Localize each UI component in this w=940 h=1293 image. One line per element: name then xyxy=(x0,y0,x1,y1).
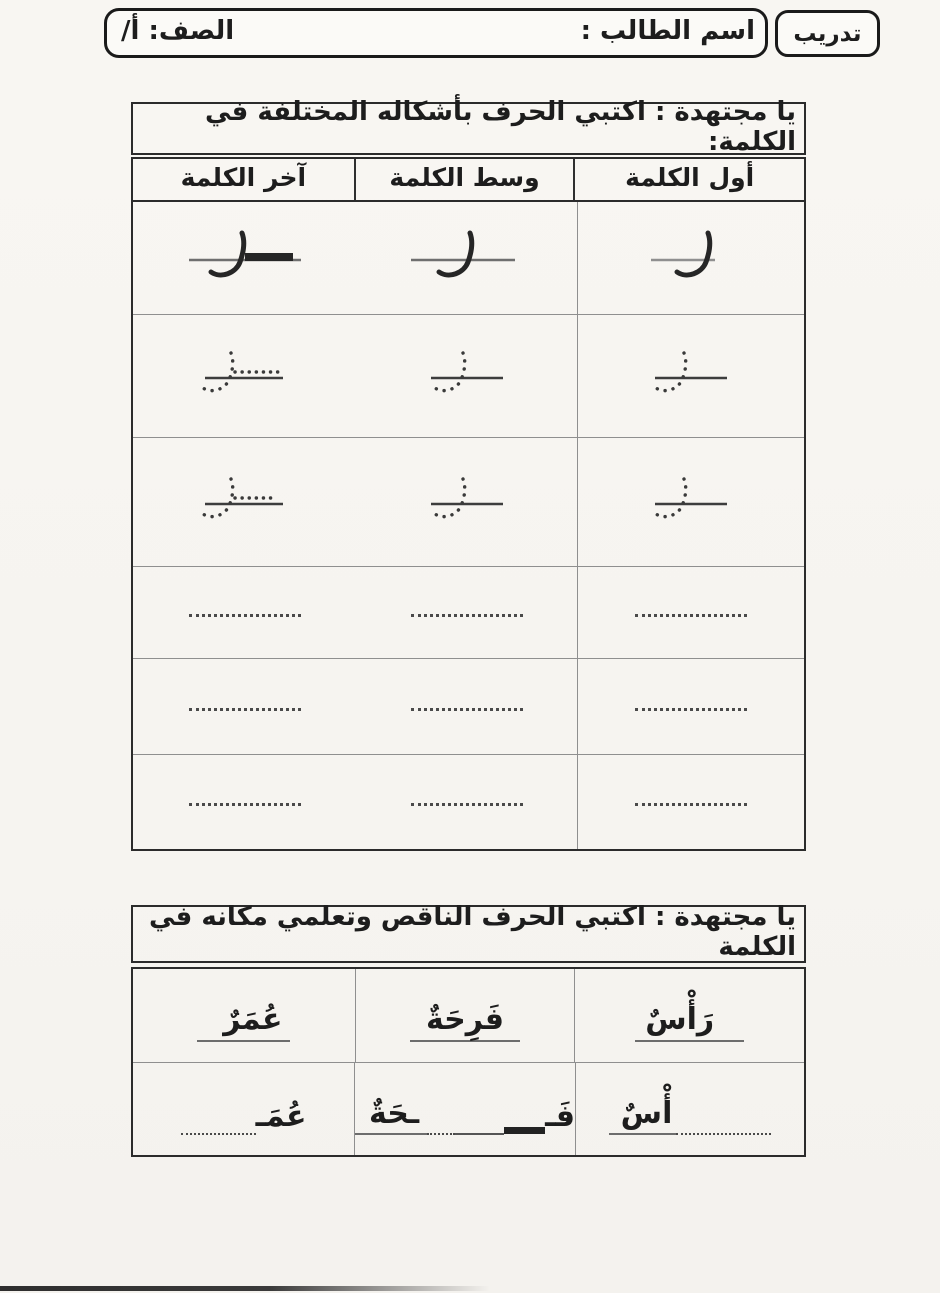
cell-final-form-solid xyxy=(133,202,357,314)
table-row-blank xyxy=(133,566,804,658)
training-badge-label: تدريب xyxy=(793,20,862,47)
cell-medial-final-dotted xyxy=(133,315,578,437)
word-middle-complete xyxy=(356,969,576,1062)
ra-medial-dotted-glyph xyxy=(397,331,537,421)
word-raas: رَأْسٌ xyxy=(635,1001,744,1042)
word-last-missing xyxy=(133,1063,355,1155)
cell-blank-medial-final xyxy=(133,567,578,658)
cell-initial-form-solid xyxy=(578,202,804,314)
table-row-blank xyxy=(133,754,804,849)
cell-medial-final-dotted xyxy=(133,438,578,565)
cell-medial-form-dotted xyxy=(357,315,578,437)
cell-blank-medial-final xyxy=(133,659,578,753)
ra-medial-dotted-glyph xyxy=(397,457,537,547)
cell-initial-form-dotted xyxy=(578,438,804,565)
header-word-end: آخر الكلمة xyxy=(133,159,356,200)
blank-writing-line[interactable] xyxy=(189,614,301,617)
blank-writing-line[interactable] xyxy=(411,708,523,711)
class-label: الصف: أ/ xyxy=(121,16,235,46)
word-fariha: فَرِحَةٌ xyxy=(410,1001,520,1042)
cell-blank-final xyxy=(133,567,357,658)
word-first-missing xyxy=(576,1063,804,1155)
training-badge xyxy=(775,10,880,57)
ra-initial-dotted-glyph xyxy=(621,331,761,421)
cell-blank-medial xyxy=(357,567,578,658)
missing-letter-table xyxy=(131,967,806,1157)
cell-blank-initial xyxy=(578,567,804,658)
word-fariha-start: فَـ xyxy=(545,1098,576,1134)
blank-writing-line[interactable] xyxy=(189,708,301,711)
cell-initial-form-dotted xyxy=(578,315,804,437)
ra-final-solid-glyph xyxy=(175,213,315,303)
table-row-dotted-forms xyxy=(133,314,804,437)
cell-final-form-dotted xyxy=(133,315,357,437)
cell-blank-medial xyxy=(357,659,578,753)
cell-final-form-dotted xyxy=(133,438,357,565)
cell-medial-form-dotted xyxy=(357,438,578,565)
student-name-box xyxy=(104,8,768,58)
section1-title-box xyxy=(131,96,806,157)
blank-writing-line[interactable] xyxy=(411,803,523,806)
ra-initial-solid-glyph xyxy=(621,213,761,303)
blank-writing-line[interactable] xyxy=(411,614,523,617)
table-row-missing-letter xyxy=(133,1062,804,1155)
table-row-complete-words xyxy=(133,969,804,1062)
table-row-dotted-forms xyxy=(133,437,804,565)
word-last-complete xyxy=(133,969,356,1062)
section1-title: يا مجتهدة : اكتبي الحرف بأشكاله المختلفة في الكلمة: xyxy=(204,96,796,157)
word-omar-start: عُمَـ xyxy=(255,1098,307,1134)
letter-forms-table-header xyxy=(133,159,804,202)
word-raas-rest: أْسٌ xyxy=(609,1095,677,1136)
table-row-blank xyxy=(133,658,804,753)
cell-blank-final xyxy=(133,659,357,753)
cell-medial-form-solid xyxy=(357,202,578,314)
section2-title-box xyxy=(131,902,806,963)
word-fariha-rest: ـحَةٌ xyxy=(355,1095,427,1136)
student-name-label: اسم الطالب : xyxy=(580,16,755,46)
missing-letter-slot[interactable] xyxy=(676,1133,771,1135)
cell-blank-final xyxy=(133,755,357,849)
header-word-beginning: أول الكلمة xyxy=(625,162,755,192)
blank-writing-line[interactable] xyxy=(635,803,747,806)
word-omar: عُمَرٌ xyxy=(197,1001,290,1042)
missing-letter-slot[interactable] xyxy=(427,1133,455,1135)
blank-writing-line[interactable] xyxy=(635,614,747,617)
ra-final-dotted-glyph xyxy=(175,457,315,547)
missing-letter-slot[interactable] xyxy=(181,1133,256,1135)
table-row-solid-forms xyxy=(133,202,804,314)
ra-medial-solid-glyph xyxy=(397,213,537,303)
cell-medial-final-solid xyxy=(133,202,578,314)
cell-blank-initial xyxy=(578,755,804,849)
cell-blank-initial xyxy=(578,659,804,753)
writing-line xyxy=(455,1133,504,1135)
blank-writing-line[interactable] xyxy=(635,708,747,711)
connector-bar xyxy=(504,1127,545,1134)
blank-writing-line[interactable] xyxy=(189,803,301,806)
ra-final-dotted-glyph xyxy=(175,331,315,421)
cell-blank-medial-final xyxy=(133,755,578,849)
header-word-middle: وسط الكلمة xyxy=(356,159,576,200)
section2-title: يا مجتهدة : اكتبي الحرف الناقص وتعلمي مكانه في الكلمة xyxy=(148,902,796,962)
word-first-complete xyxy=(575,969,804,1062)
ra-initial-dotted-glyph xyxy=(621,457,761,547)
letter-forms-table xyxy=(131,157,806,851)
scan-edge-artifact xyxy=(0,1286,490,1291)
cell-blank-medial xyxy=(357,755,578,849)
word-middle-missing xyxy=(355,1063,576,1155)
